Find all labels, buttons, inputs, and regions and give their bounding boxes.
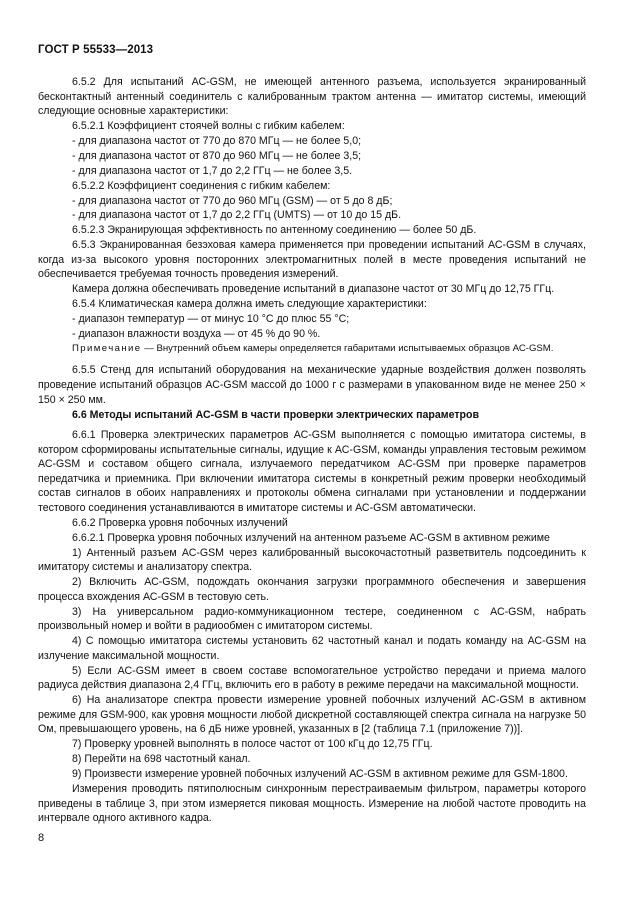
paragraph: 6.6.1 Проверка электрических параметров АС-GSM выполняется с помощью имитатора системы, в котором сформированы испытательные сигналы, идущие к АС-GSM, команды управления тестовым режимом АС-GSM и составом общего сигнала, излучаемого передатчиком АС-GSM при проверке параметров передатчика и приемника. При включении имитатора системы в конкретный режим проверки необходимый состав сигналов в обоих направлениях и протоколы обмена сигналами при установлении и поддержании тестового соединения устанавливаются в имитаторе системы и АС-GSM автоматически. — [38, 429, 586, 515]
list-item: - для диапазона частот от 1,7 до 2,2 ГГц (UMTS) — от 10 до 15 дБ. — [72, 209, 402, 222]
list-item: 4) С помощью имитатора системы установить 62 частотный канал и подать команду на АС-GSM на излучение максимальной мощности. — [38, 635, 586, 662]
paragraph: 6.5.2.3 Экранирующая эффективность по антенному соединению — более 50 дБ. — [72, 224, 477, 237]
list-item: 9) Произвести измерение уровней побочных излучений АС-GSM в активном режиме для GSM-1800. — [72, 768, 568, 781]
standard-header: ГОСТ Р 55533—2013 — [38, 44, 154, 56]
list-item: 6) На анализаторе спектра провести измерение уровней побочных излучений АС-GSM в активном режиме для GSM-900, как уровня мощности любой дискретной составляющей спектра сигнала на нагрузке 50 Ом, превышающего уровень, на 6 дБ ниже уровней, указанных в [2 (таблица 7.1 (приложение 7))]. — [38, 694, 586, 736]
list-item: - для диапазона частот от 770 до 960 МГц (GSM) — от 5 до 8 дБ; — [72, 194, 393, 207]
paragraph: 6.5.2 Для испытаний АС-GSM, не имеющей антенного разъема, используется экранированный бесконтактный антенный соединитель с калиброванным трактом антенна — имитатор системы, имеющий следующие основные характеристики: — [38, 76, 586, 118]
list-item: 2) Включить АС-GSM, подождать окончания загрузки программного обеспечения и завершения процесса вхождения АС-GSM в тестовую сеть. — [38, 576, 586, 603]
paragraph: 6.6.2 Проверка уровня побочных излучений — [72, 516, 288, 529]
paragraph: 6.5.3 Экранированная безэховая камера применяется при проведении испытаний АС-GSM в случаях, когда из-за высокого уровня посторонних электромагнитных полей в месте проведения испытаний не обеспечивается требуемая точность проведения измерений. — [38, 239, 586, 281]
note-text: — Внутренний объем камеры определяется габаритами испытываемых образцов АС-GSM. — [141, 342, 554, 354]
note-label: Примечание — [72, 342, 142, 354]
paragraph: 6.5.4 Климатическая камера должна иметь следующие характеристики: — [72, 298, 427, 311]
paragraph: 6.6.2.1 Проверка уровня побочных излучений на антенном разъеме АС-GSM в активном режиме — [72, 531, 550, 544]
list-item: - для диапазона частот от 770 до 870 МГц — не более 5,0; — [72, 134, 362, 147]
list-item: - для диапазона частот от 1,7 до 2,2 ГГц — не более 3,5. — [72, 164, 353, 177]
list-item: 3) На универсальном радио-коммуникационном тестере, соединенном с АС-GSM, набрать произвольный номер и войти в радиообмен с имитатором системы. — [38, 605, 586, 633]
paragraph: Измерения проводить пятиполюсным синхронным перестраиваемым фильтром, параметры которого приведены в таблице 3, при этом измеряется пиковая мощность. Измерение на любой частоте проводить на интервале одного активного кадра. — [38, 782, 586, 825]
list-item: - диапазон температур — от минус 10 °С до плюс 55 °С; — [72, 313, 350, 326]
page-number: 8 — [38, 832, 45, 844]
paragraph: 6.5.2.2 Коэффициент соединения с гибким кабелем: — [72, 179, 331, 192]
section-title: 6.6 Методы испытаний АС-GSM в части проверки электрических параметров — [72, 408, 480, 421]
document-body — [38, 75, 586, 826]
paragraph: 6.5.5 Стенд для испытаний оборудования на механические ударные воздействия должен позволять проведение испытаний образцов АС-GSM массой до 1000 г с размерами в упакованном виде не менее 250 × 150 × 250 мм. — [38, 364, 586, 406]
list-item: 1) Антенный разъем АС-GSM через калиброванный высокочастотный разветвитель подсоединить к имитатору системы и анализатору спектра. — [38, 546, 586, 574]
list-item: 7) Проверку уровней выполнять в полосе частот от 100 кГц до 12,75 ГГц. — [72, 738, 433, 751]
list-item: 5) Если АС-GSM имеет в своем составе вспомогательное устройство передачи и приема малого радиуса действия диапазона 2,4 ГГц, включить его в работу в режиме передачи на максимальной мощности. — [38, 664, 586, 692]
list-item: - диапазон влажности воздуха — от 45 % до 90 %. — [72, 327, 321, 340]
note — [38, 342, 586, 357]
list-item: - для диапазона частот от 870 до 960 МГц — не более 3,5; — [72, 149, 362, 162]
list-item: 8) Перейти на 698 частотный канал. — [72, 753, 251, 766]
paragraph: 6.5.2.1 Коэффициент стоячей волны с гибким кабелем: — [72, 120, 345, 133]
paragraph: Камера должна обеспечивать проведение испытаний в диапазоне частот от 30 МГц до 12,75 ГГц. — [72, 283, 555, 296]
